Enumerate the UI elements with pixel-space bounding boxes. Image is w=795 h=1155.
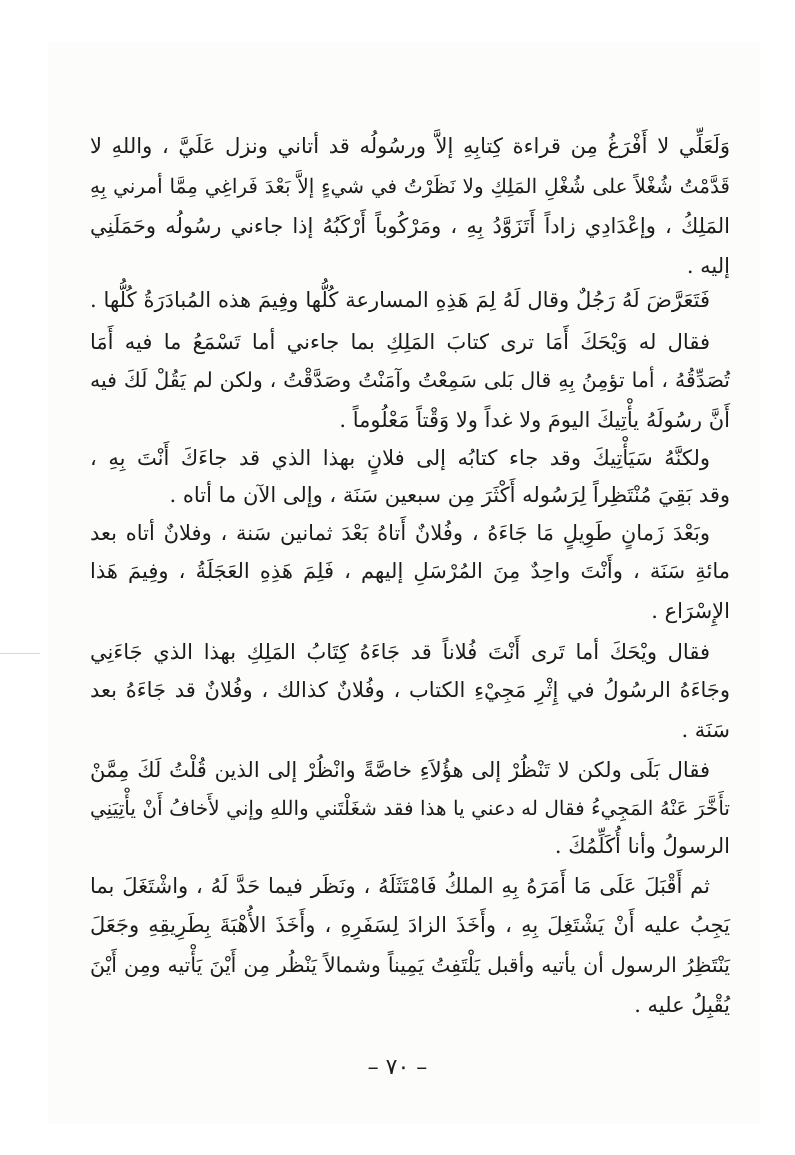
text-line: فقال له وَيْحَكَ أَمَا ترى كتابَ المَلِكِ بما جاءني أما تَسْمَعُ ما فيه أَمَا — [90, 330, 710, 354]
text-line: وَلَعَلِّي لا أَفْرَغُ مِن قراءة كِتابِهِ إلاَّ ورسُولُه قد أتاني ونزل عَلَيَّ ، واللهِ لا — [90, 134, 730, 158]
text-line: تُصَدِّقُهُ ، أما تؤمِنُ بِهِ قال بَلى سَمِعْتُ وآمَنْتُ وصَدَّقْتُ ، ولكن لم يَقُلْ لَكَ فيه — [90, 368, 730, 392]
text-line: يَنْتَظِرُ الرسول أن يأتيه وأقبل يَلْتَفِتُ يَمِيناً وشمالاً يَنْظُر مِن أَيْنَ يَأْتيه ومِن أَيْنَ — [90, 953, 730, 977]
text-line: إليه . — [686, 254, 730, 278]
text-line: أَنَّ رسُولَهُ يأْتِيكَ اليومَ ولا غداً ولا وَقْتاً مَعْلُوماً . — [339, 408, 730, 432]
text-line: قَدَّمْتُ شُغْلاً على شُغْلِ المَلِكِ ولا نَظَرْتُ في شيءٍ إلاَّ بَعْدَ فَراغِي مِمَّا أمرني بِهِ — [90, 174, 730, 198]
text-line: سَنَة . — [681, 718, 730, 742]
text-line: يُقْبِلُ عليه . — [634, 993, 730, 1017]
text-line: وبَعْدَ زَمانٍ طَوِيلٍ مَا جَاءَهُ ، وفُلانٌ أَتاهُ بَعْدَ ثمانين سَنة ، وفلانٌ أتاه بعد — [90, 521, 710, 545]
text-line: الإِسْرَاع . — [651, 599, 730, 623]
text-line: تأَخَّرَ عَنْهُ المَجِيءُ فقال له دعني يا هذا فقد شغَلْتَني واللهِ وإني لأَخافُ أَنْ يأْتِيَنِي — [90, 796, 730, 820]
page-number: – ٧٠ – — [367, 1055, 428, 1080]
text-line: فقال بَلَى ولكن لا تَنْظُرْ إلى هؤُلاَءِ خاصَّةً وانْظُرْ إلى الذين قُلْتُ لَكَ مِمَّنْ — [90, 758, 710, 782]
scan-margin-mark — [0, 653, 40, 654]
text-line: الرسولُ وأنا أُكَلِّمُكَ . — [554, 834, 730, 858]
text-line: وجَاءَهُ الرسُولُ في إِثْرِ مَجِيْءِ الكتاب ، وفُلانٌ كذالك ، وفُلانٌ قد جَاءَهُ بعد — [90, 678, 730, 702]
text-line: يَجِبُ عليه أَنْ يَشْتَغِلَ بِهِ ، وأَخَذَ الزادَ لِسَفَرِهِ ، وأَخَذَ الأُهْبَةَ بِطَرِيقِهِ وجَعَلَ — [90, 913, 730, 937]
text-line: فقال ويْحَكَ أما تَرى أَنْتَ فُلاناً قد جَاءَهُ كِتَابُ المَلِكِ بهذا الذي جَاءَنِي — [90, 640, 710, 664]
text-line: فَتَعَرَّضَ لَهُ رَجُلٌ وقال لَهُ لِمَ هَذِهِ المسارعة كُلُّها وفِيمَ هذه المُبادَرَةُ كُلُّها . — [90, 288, 710, 312]
text-line: ثم أَقْبَلَ عَلَى مَا أَمَرَهُ بِهِ الملكُ فَامْتَثَلَهُ ، ونَظَر فيما حَدَّ لَهُ ، واشْتَغَلَ بما — [90, 874, 710, 898]
text-line: وقد بَقِيَ مُنْتَظِراً لِرَسُوله أَكْثَرَ مِن سبعين سَنَة ، وإلى الآن ما أتاه . — [169, 483, 730, 507]
text-line: المَلِكُ ، وإعْدَادِي زاداً أَتَزَوَّدُ بِهِ ، ومَرْكُوباً أَرْكَبُهُ إذا جاءني رسُولُه وحَمَلَنِي — [90, 214, 730, 238]
text-line: ولكنَّهُ سَيَأْتِيكَ وقد جاء كتابُه إلى فلانٍ بهذا الذي قد جاءَكَ أَنْتَ بِهِ ، — [90, 446, 710, 470]
text-line: مائةِ سَنَة ، وأَنْتَ واحِدٌ مِنَ المُرْسَلِ إليهم ، فَلِمَ هَذِهِ العَجَلَةُ ، وفِيمَ هَذا — [90, 559, 730, 583]
